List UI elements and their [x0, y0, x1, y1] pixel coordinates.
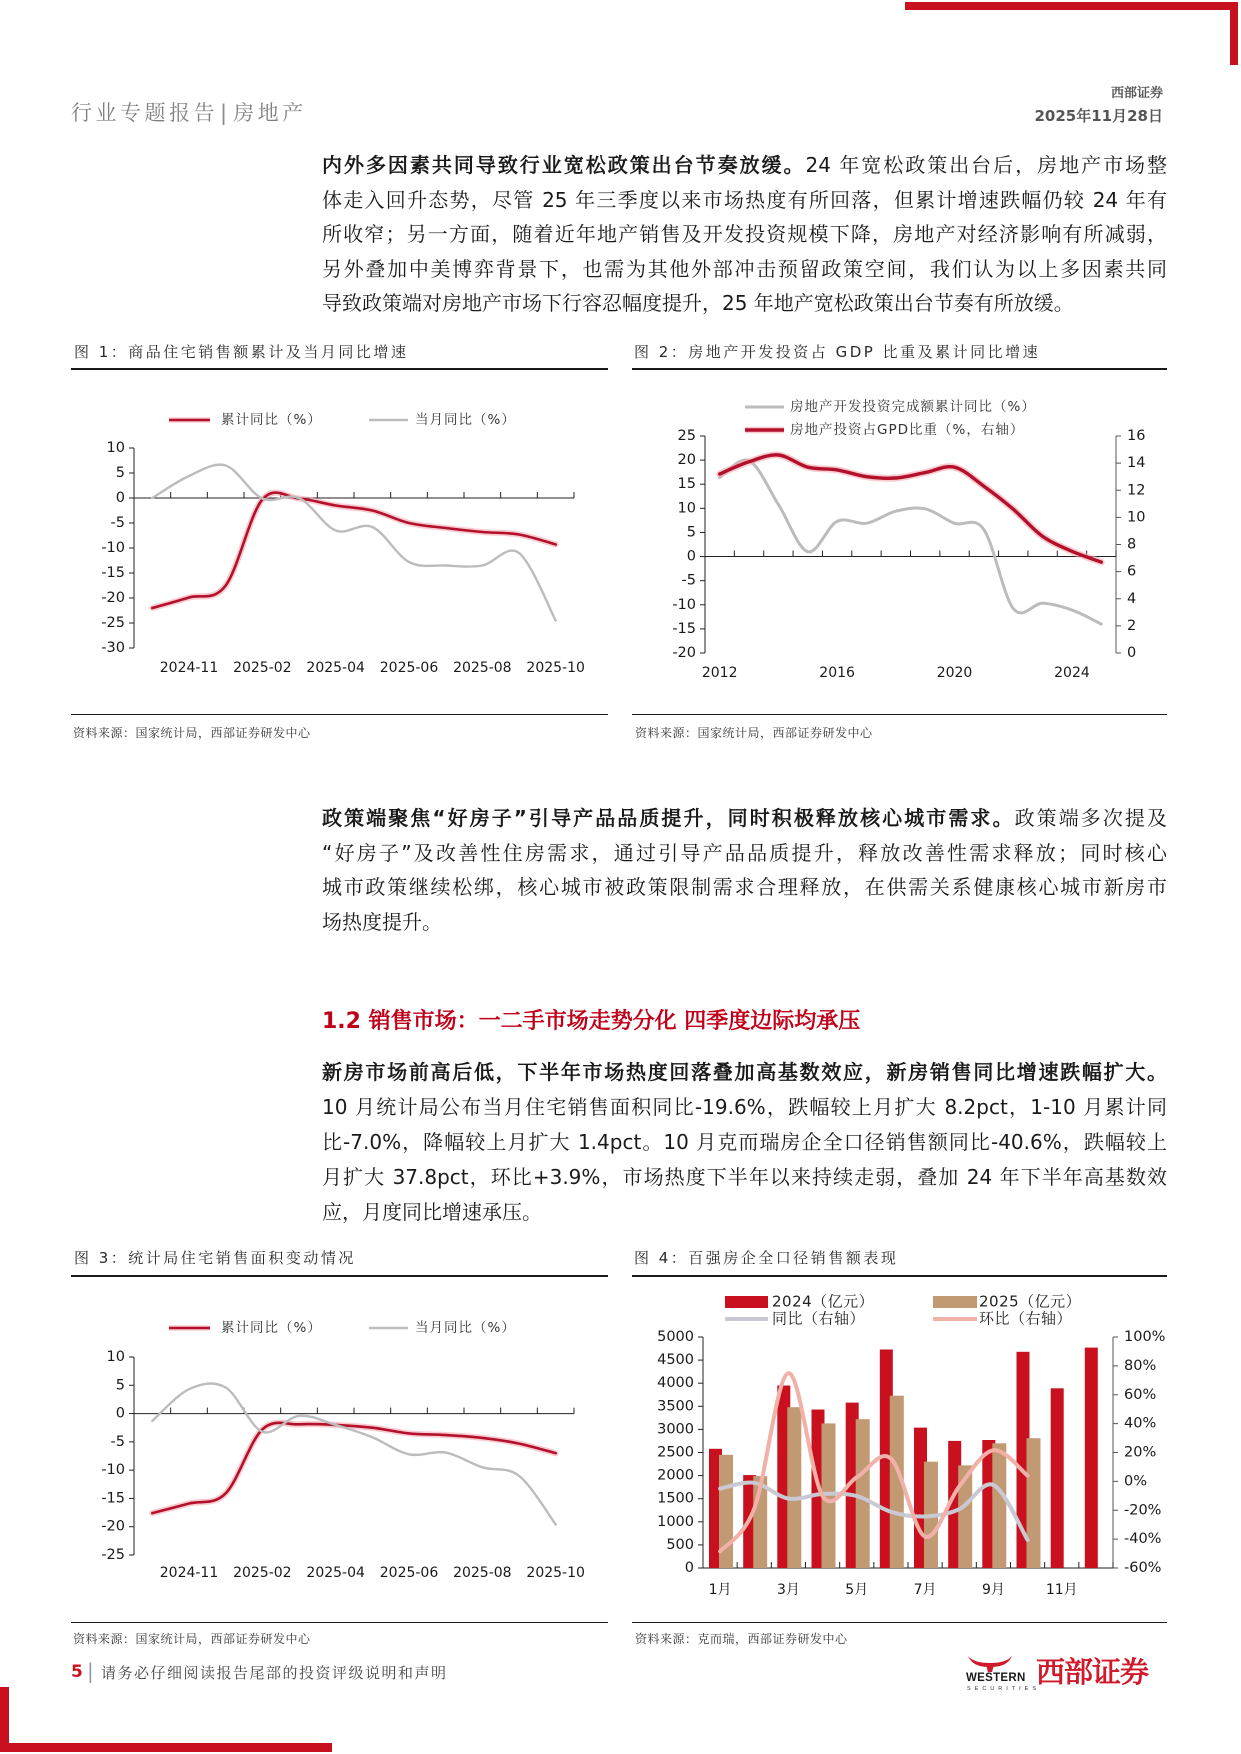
y-tick-label: 0: [686, 548, 696, 565]
y2-tick-label: 14: [1127, 455, 1146, 472]
y-tick-label: -20: [101, 1518, 125, 1535]
figure-2-source: 资料来源：国家统计局，西部证券研发中心: [635, 726, 873, 740]
y-tick-label: 15: [677, 476, 696, 493]
x-tick-label: 2025-06: [379, 1565, 439, 1581]
lead-sentence: 新房市场前高后低，下半年市场热度回落叠加高基数效应，新房销售同比增速跌幅扩大。: [322, 1060, 1167, 1084]
figure-2-source-rule: [632, 714, 1167, 715]
bar: [787, 1407, 801, 1568]
header-separator: |: [220, 101, 228, 125]
x-tick-label: 3月: [776, 1582, 800, 1598]
y2-tick-label: 100%: [1124, 1329, 1166, 1345]
footer-disclaimer: 请务必仔细阅读报告尾部的投资评级说明和声明: [101, 1664, 448, 1682]
y-tick-label: 500: [666, 1536, 694, 1553]
figure-2-caption: 图 2：房地产开发投资占 GDP 比重及累计同比增速: [634, 343, 1041, 361]
y-tick-label: 4000: [657, 1375, 694, 1392]
y-tick-label: -15: [101, 1490, 125, 1507]
y2-tick-label: 0%: [1124, 1473, 1148, 1490]
y-tick-label: 4500: [657, 1352, 694, 1369]
y-tick-label: 5: [686, 524, 696, 541]
legend-label: 累计同比（%）: [221, 412, 322, 428]
x-tick-label: 2025-10: [526, 1565, 585, 1581]
paragraph-line: 城市政策继续松绑，核心城市被政策限制需求合理释放，在供需关系健康核心城市新房市: [322, 875, 1167, 899]
legend-label: 2024（亿元）: [772, 1292, 875, 1311]
paragraph-line: 另外叠加中美博弈背景下，也需为其他外部冲击预留政策空间，我们认为以上多因素共同: [322, 256, 1167, 281]
y-tick-label: 5000: [657, 1329, 694, 1345]
legend-label: 累计同比（%）: [221, 1320, 322, 1336]
figure-3-caption: 图 3：统计局住宅销售面积变动情况: [74, 1249, 356, 1267]
x-tick-label: 2012: [701, 665, 738, 681]
y-tick-label: -5: [110, 1433, 125, 1450]
x-tick-label: 2024-11: [159, 1565, 219, 1581]
chart-legend: [745, 398, 1036, 438]
x-tick-label: 2025-04: [306, 660, 365, 676]
figure-3-caption-rule: [71, 1275, 608, 1277]
paragraph-line: “好房子”及改善性住房需求，通过引导产品品质提升，释放改善性需求释放；同时核心: [322, 840, 1167, 865]
x-tick-label: 2025-08: [453, 660, 512, 676]
paragraph-line: 导致政策端对房地产市场下行容忍幅度提升，25 年地产宽松政策出台节奏有所放缓。: [322, 291, 1074, 315]
x-tick-label: 2025-02: [233, 660, 292, 676]
bar: [1051, 1388, 1064, 1568]
x-tick-label: 2025-08: [453, 1565, 512, 1581]
y-tick-label: 0: [684, 1560, 694, 1576]
top-right-bracket-vertical: [1230, 2, 1238, 65]
paragraph-line: 比-7.0%，降幅较上月扩大 1.4pct。10 月克而瑞房企全口径销售额同比-40.6%，跌幅较上: [322, 1130, 1167, 1154]
figure-1-caption: 图 1：商品住宅销售额累计及当月同比增速: [74, 343, 409, 361]
y2-tick-label: 20%: [1124, 1444, 1157, 1461]
chart-axes: [101, 440, 585, 676]
y-tick-label: 10: [106, 1349, 125, 1365]
figure-4-source: 资料来源：克而瑞，西部证券研发中心: [635, 1632, 848, 1646]
chart-fig3-residential-sales-area: [70, 1300, 610, 1590]
figure-3-source-rule: [71, 1622, 608, 1623]
top-right-bracket-horizontal: [905, 2, 1238, 10]
bar: [1027, 1438, 1041, 1568]
legend-label: 当月同比（%）: [415, 1320, 516, 1336]
x-tick-label: 2016: [819, 665, 855, 681]
x-tick-label: 5月: [845, 1582, 869, 1598]
y-tick-label: -10: [672, 596, 696, 613]
y-tick-label: 0: [115, 1405, 125, 1422]
legend-label: 环比（右轴）: [979, 1309, 1073, 1328]
y2-tick-label: -40%: [1124, 1531, 1162, 1548]
legend-swatch: [725, 1296, 768, 1308]
y2-tick-label: 12: [1127, 482, 1146, 499]
y2-tick-label: 0: [1127, 645, 1137, 661]
chart-fig4-top100-developer-sales: [632, 1288, 1172, 1605]
figure-1-caption-rule: [71, 368, 608, 370]
section-heading: 1.2 销售市场：一二手市场走势分化 四季度边际均承压: [322, 1009, 861, 1034]
x-tick-label: 2025-04: [306, 1565, 365, 1581]
x-tick-label: 2025-10: [526, 660, 585, 676]
paragraph-line: 10 月统计局公布当月住宅销售面积同比-19.6%，跌幅较上月扩大 8.2pct，1-10 月累计同: [322, 1095, 1167, 1119]
y2-tick-label: 16: [1127, 428, 1146, 444]
y2-tick-label: 6: [1127, 563, 1137, 580]
figure-2-caption-rule: [632, 368, 1167, 370]
bar: [992, 1443, 1006, 1568]
y2-tick-label: 40%: [1124, 1415, 1157, 1432]
y-tick-label: -20: [101, 590, 125, 606]
line-path: [720, 460, 1102, 624]
y-tick-label: -15: [101, 565, 125, 581]
y-tick-label: 3000: [657, 1421, 694, 1438]
y-tick-label: 2000: [657, 1467, 694, 1484]
paragraph-line: [322, 801, 1167, 836]
figure-4-source-rule: [632, 1622, 1167, 1623]
bar: [856, 1419, 870, 1568]
chart-fig1-residential-sales-amount-yoy: [70, 395, 610, 685]
page-number: 5: [71, 1662, 83, 1682]
lead-sentence: 内外多因素共同导致行业宽松政策出台节奏放缓。: [322, 153, 806, 177]
x-tick-label: 9月: [981, 1582, 1005, 1598]
y-tick-label: 10: [677, 500, 696, 517]
x-tick-label: 2024: [1054, 665, 1090, 681]
bottom-left-bracket-horizontal: [0, 1743, 332, 1752]
legend-swatch: [933, 1296, 977, 1308]
paragraph-new-home-market: [322, 1055, 1167, 1230]
y-tick-label: -20: [672, 645, 696, 661]
y-tick-label: 0: [115, 490, 125, 506]
y-tick-label: 25: [677, 428, 696, 444]
y-tick-label: 1000: [657, 1513, 694, 1530]
report-header: [71, 99, 307, 127]
y2-tick-label: 10: [1127, 509, 1146, 526]
x-tick-label: 7月: [913, 1582, 937, 1598]
legend-label: 2025（亿元）: [979, 1292, 1082, 1311]
company-name: 西部证券: [1110, 86, 1163, 101]
y-tick-label: -10: [101, 540, 125, 556]
line-text: 政策端多次提及: [1014, 806, 1168, 830]
logo-english-sub: SECURITIES: [967, 1686, 1041, 1692]
y2-tick-label: 2: [1127, 617, 1137, 634]
y-tick-label: -10: [101, 1462, 125, 1479]
chart-axes: [101, 1349, 585, 1581]
figure-1-source-rule: [71, 714, 608, 715]
paragraph-good-housing-policy: [322, 801, 1167, 939]
y-tick-label: -5: [681, 572, 696, 589]
footer-separator: |: [87, 1659, 94, 1683]
y-tick-label: 5: [115, 465, 125, 481]
y2-tick-label: -20%: [1124, 1502, 1162, 1519]
y-tick-label: -25: [101, 615, 125, 631]
report-date: 2025年11月28日: [1034, 107, 1163, 125]
y-tick-label: -25: [101, 1547, 125, 1563]
y2-tick-label: 60%: [1124, 1386, 1157, 1403]
line-glow: [152, 493, 555, 608]
logo-chinese: 西部证券: [1036, 1655, 1149, 1689]
y2-tick-label: 8: [1127, 536, 1137, 553]
x-tick-label: 2020: [936, 665, 973, 681]
legend-label: 房地产投资占GPD比重（%，右轴）: [790, 422, 1025, 438]
legend-label: 同比（右轴）: [772, 1309, 866, 1328]
paragraph-line: 场热度提升。: [322, 909, 442, 934]
paragraph-line: [322, 148, 1167, 183]
x-tick-label: 2024-11: [159, 660, 219, 676]
y-tick-label: -30: [101, 640, 125, 656]
x-tick-label: 11月: [1045, 1582, 1078, 1598]
y-tick-label: 10: [106, 440, 125, 456]
chart-legend: [169, 1319, 516, 1336]
report-type: 行业专题报告: [71, 101, 218, 125]
paragraph-line: 应，月度同比增速承压。: [322, 1200, 542, 1224]
y-tick-label: -15: [672, 620, 696, 637]
y2-tick-label: 80%: [1124, 1357, 1157, 1374]
chart-legend: [169, 411, 516, 428]
y-tick-label: 5: [115, 1377, 125, 1394]
legend-label: 房地产开发投资完成额累计同比（%）: [790, 399, 1036, 415]
paragraph-line: 所收窄；另一方面，随着近年地产销售及开发投资规模下降，房地产对经济影响有所减弱，: [322, 222, 1167, 246]
paragraph-line: 月扩大 37.8pct，环比+3.9%，市场热度下半年以来持续走弱，叠加 24 年下半年高基数效: [322, 1165, 1167, 1189]
x-tick-label: 2025-02: [233, 1565, 292, 1581]
legend-label: 当月同比（%）: [415, 412, 516, 428]
lead-sentence: 政策端聚焦“好房子”引导产品品质提升，同时积极释放核心城市需求。: [322, 806, 1015, 830]
logo-english: WESTERN: [966, 1672, 1026, 1684]
y-tick-label: 2500: [657, 1444, 694, 1461]
line-text: 24 年宽松政策出台后，房地产市场整: [805, 153, 1168, 177]
paragraph-line: 体走入回升态势，尽管 25 年三季度以来市场热度有所回落，但累计增速跌幅仍较 24 年有: [322, 187, 1167, 212]
y2-tick-label: -60%: [1124, 1560, 1162, 1576]
figure-3-source: 资料来源：国家统计局，西部证券研发中心: [73, 1632, 311, 1646]
y-tick-label: 3500: [657, 1398, 694, 1415]
paragraph-policy-pace: [322, 148, 1167, 321]
line-series: [720, 460, 1102, 624]
figure-4-caption: 图 4：百强房企全口径销售额表现: [634, 1249, 899, 1267]
y2-tick-label: 4: [1127, 590, 1137, 607]
y-tick-label: 1500: [657, 1490, 694, 1507]
bull-horns-icon: [966, 1655, 1014, 1673]
chart-fig2-investment-share-of-gdp: [632, 395, 1172, 690]
figure-4-caption-rule: [632, 1275, 1167, 1277]
bar: [1085, 1348, 1098, 1568]
report-sector: 房地产: [233, 101, 307, 125]
x-tick-label: 1月: [708, 1582, 732, 1598]
figure-1-source: 资料来源：国家统计局，西部证券研发中心: [73, 726, 311, 740]
chart-legend: [725, 1293, 1081, 1328]
y-tick-label: -5: [110, 515, 125, 531]
line-series: [152, 493, 555, 608]
y-tick-label: 20: [677, 452, 696, 469]
x-tick-label: 2025-06: [379, 660, 439, 676]
